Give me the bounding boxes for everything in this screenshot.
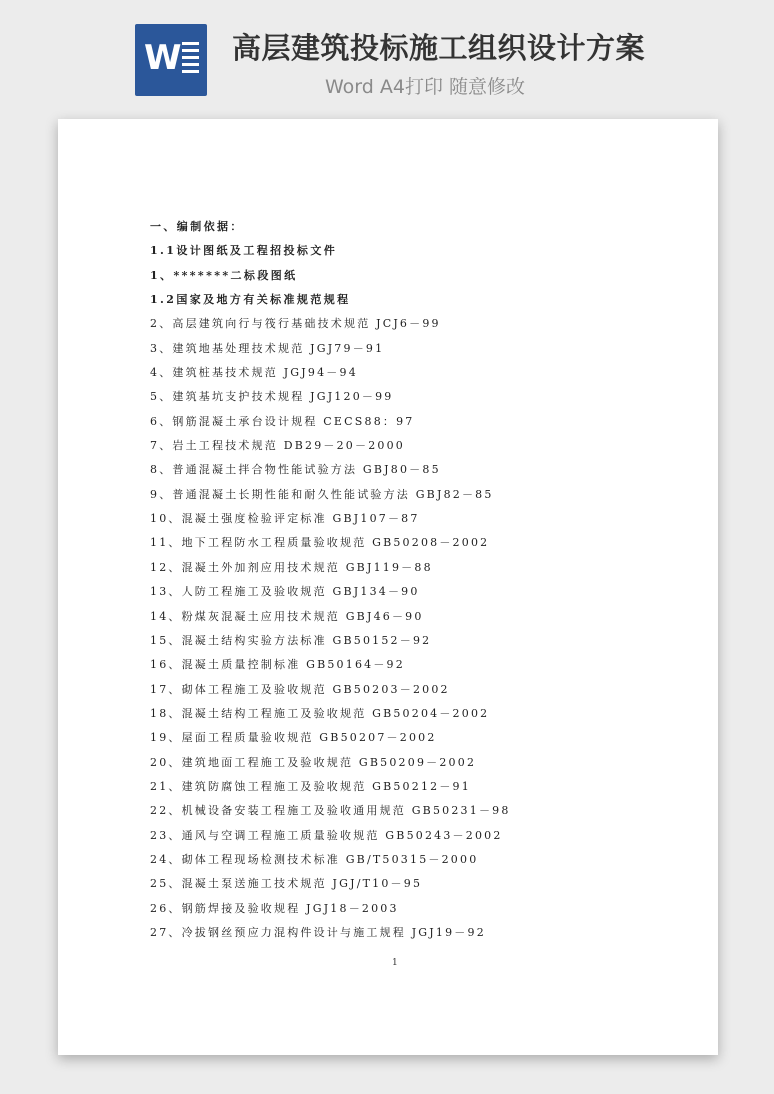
list-item: 10、混凝土强度检验评定标准 GBJ107－87 xyxy=(150,512,420,526)
page-number: 1 xyxy=(392,958,398,968)
header xyxy=(0,0,774,118)
list-item: 16、混凝土质量控制标准 GB50164－92 xyxy=(150,658,405,672)
list-item: 4、建筑桩基技术规范 JGJ94－94 xyxy=(150,366,358,380)
list-item: 23、通风与空调工程施工质量验收规范 GB50243－2002 xyxy=(150,828,503,842)
list-item: 5、建筑基坑支护技术规程 JGJ120－99 xyxy=(150,390,394,404)
list-item: 17、砌体工程施工及验收规范 GB50203－2002 xyxy=(150,682,450,696)
list-item: 9、普通混凝土长期性能和耐久性能试验方法 GBJ82－85 xyxy=(150,487,494,501)
section-heading: 1.2国家及地方有关标准规范规程 xyxy=(150,293,351,307)
page-title: 高层建筑投标施工组织设计方案 xyxy=(232,31,646,65)
list-item: 19、屋面工程质量验收规范 GB50207－2002 xyxy=(150,731,437,745)
logo-letter: W xyxy=(144,38,182,78)
section-heading: 1.1设计图纸及工程招投标文件 xyxy=(150,244,338,258)
list-item: 26、钢筋焊接及验收规程 JGJ18－2003 xyxy=(150,901,399,915)
list-item: 7、岩土工程技术规范 DB29－20－2000 xyxy=(150,439,405,453)
logo-lines xyxy=(182,42,199,77)
list-item: 24、砌体工程现场检测技术标准 GB/T50315－2000 xyxy=(150,852,479,866)
section-heading: 1、*******二标段图纸 xyxy=(150,268,298,282)
list-item: 18、混凝土结构工程施工及验收规范 GB50204－2002 xyxy=(150,706,490,720)
list-item: 20、建筑地面工程施工及验收规范 GB50209－2002 xyxy=(150,755,477,769)
list-item: 15、混凝土结构实验方法标准 GB50152－92 xyxy=(150,633,432,647)
list-item: 6、钢筋混凝土承台设计规程 CECS88：97 xyxy=(150,414,415,428)
list-item: 2、高层建筑向行与筏行基础技术规范 JCJ6－99 xyxy=(150,317,441,331)
section-heading: 一、编制依据： xyxy=(150,220,244,233)
document-content xyxy=(150,215,511,945)
list-item: 14、粉煤灰混凝土应用技术规范 GBJ46－90 xyxy=(150,609,424,623)
list-item: 21、建筑防腐蚀工程施工及验收规范 GB50212－91 xyxy=(150,779,471,793)
list-item: 3、建筑地基处理技术规范 JGJ79－91 xyxy=(150,341,385,355)
list-item: 25、混凝土泵送施工技术规范 JGJ/T10－95 xyxy=(150,877,423,891)
list-item: 27、冷拔钢丝预应力混构件设计与施工规程 JGJ19－92 xyxy=(150,925,486,939)
document-page xyxy=(58,119,718,1055)
word-logo-icon xyxy=(135,24,207,96)
list-item: 8、普通混凝土拌合物性能试验方法 GBJ80－85 xyxy=(150,463,441,477)
page-subtitle: Word A4打印 随意修改 xyxy=(325,76,526,98)
list-item: 12、混凝土外加剂应用技术规范 GBJ119－88 xyxy=(150,560,433,574)
list-item: 22、机械设备安装工程施工及验收通用规范 GB50231－98 xyxy=(150,804,511,818)
list-item: 13、人防工程施工及验收规范 GBJ134－90 xyxy=(150,585,420,599)
list-item: 11、地下工程防水工程质量验收规范 GB50208－2002 xyxy=(150,536,490,550)
